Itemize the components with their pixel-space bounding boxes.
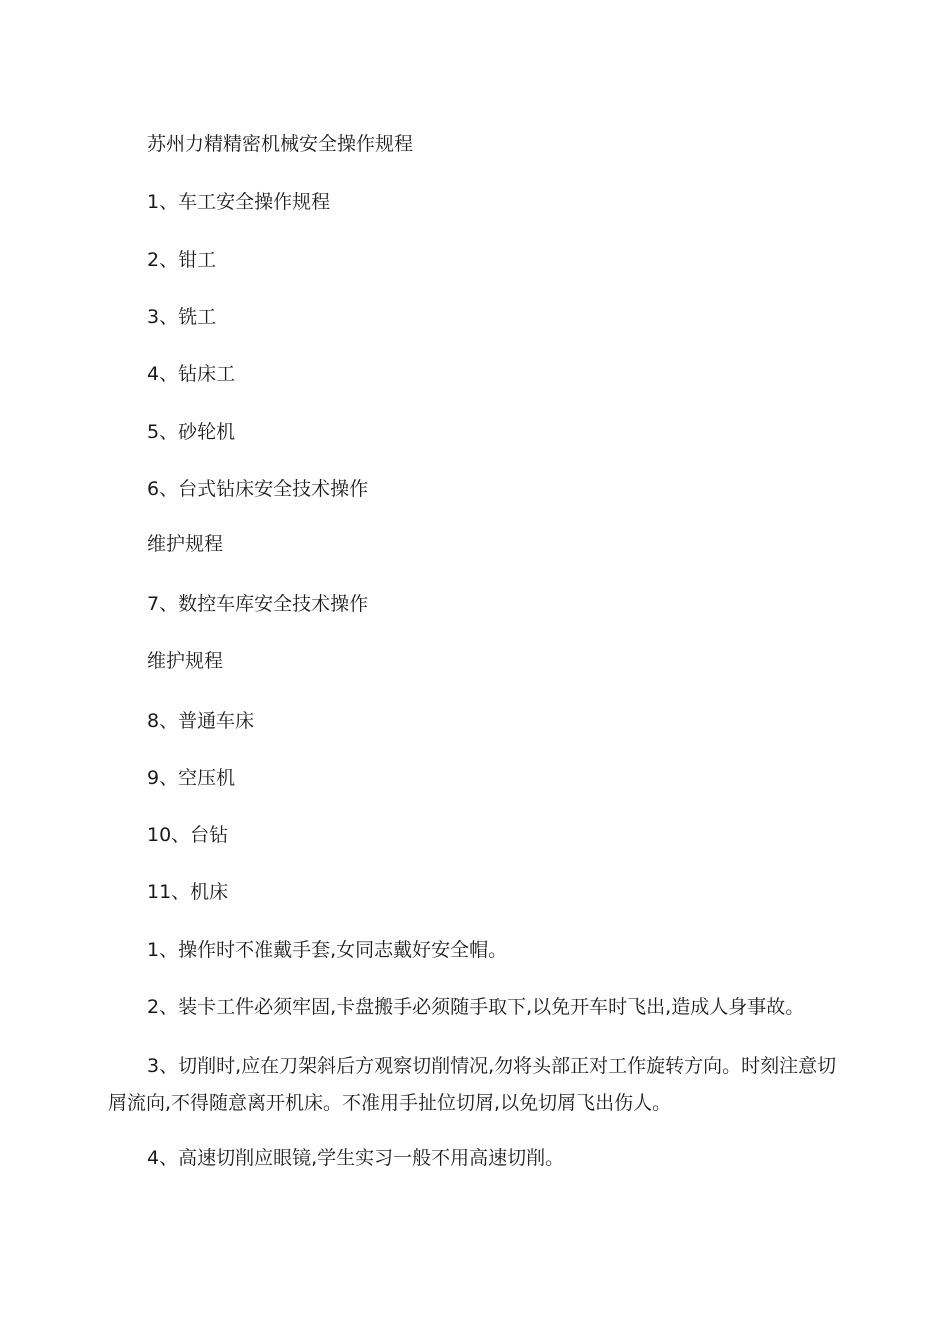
toc-item: 2、钳工 (147, 249, 217, 271)
toc-item: 8、普通车床 (147, 710, 255, 732)
rule-item: 1、操作时不准戴手套,女同志戴好安全帽。 (147, 939, 508, 961)
toc-item-continuation: 维护规程 (147, 650, 224, 672)
rule-item: 2、装卡工件必须牢固,卡盘搬手必须随手取下,以免开车时飞出,造成人身事故。 (147, 996, 805, 1018)
document-title: 苏州力精精密机械安全操作规程 (147, 133, 414, 155)
toc-item: 6、台式钻床安全技术操作 (147, 478, 369, 500)
toc-item: 9、空压机 (147, 767, 236, 789)
toc-item: 11、机床 (147, 881, 229, 903)
toc-item: 3、铣工 (147, 306, 217, 328)
toc-item: 5、砂轮机 (147, 421, 236, 443)
rule-item: 4、高速切削应眼镜,学生实习一般不用高速切削。 (147, 1147, 565, 1169)
toc-item: 7、数控车库安全技术操作 (147, 593, 369, 615)
toc-item: 4、钻床工 (147, 363, 236, 385)
rule-item-paragraph: 3、切削时,应在刀架斜后方观察切削情况,勿将头部正对工作旋转方向。时刻注意切屑流向,不得随意离开机床。不准用手扯位切屑,以免切屑飞出伤人。 (108, 1055, 837, 1114)
toc-item: 10、台钻 (147, 824, 229, 846)
toc-item-continuation: 维护规程 (147, 533, 224, 555)
toc-item: 1、车工安全操作规程 (147, 191, 331, 213)
